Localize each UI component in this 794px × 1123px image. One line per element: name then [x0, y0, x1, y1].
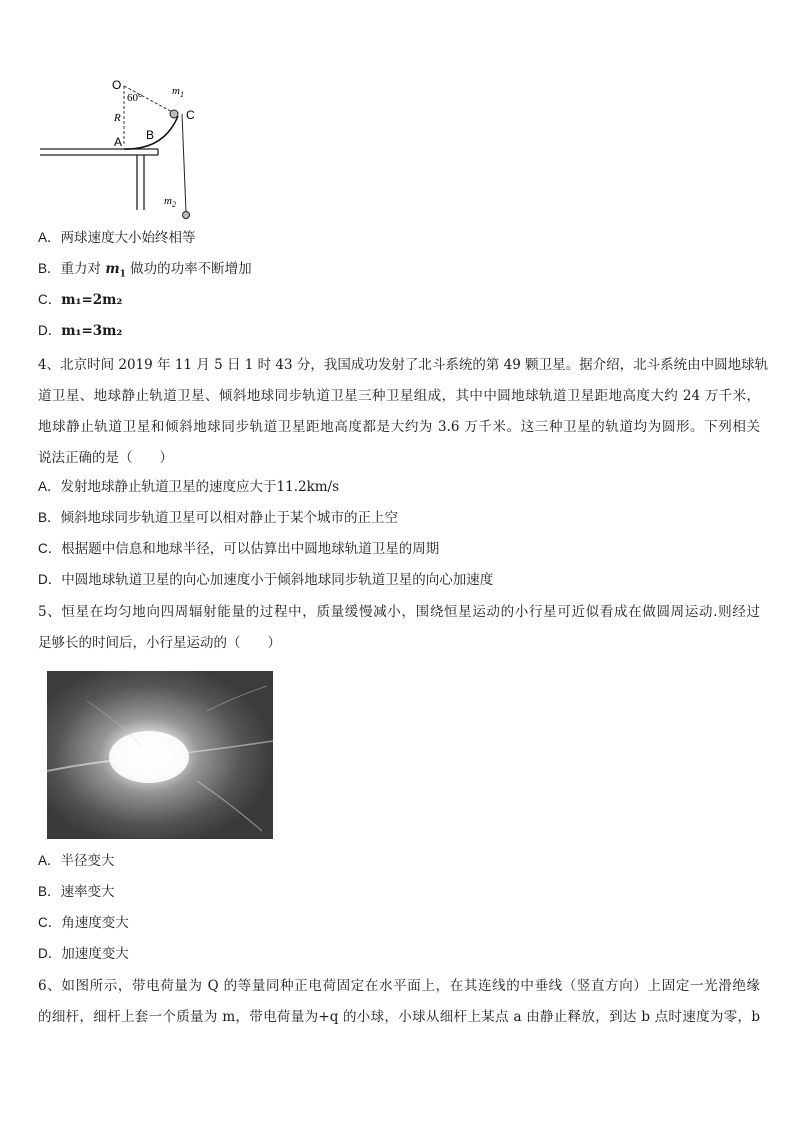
q4-option-b-text: 倾斜地球同步轨道卫星可以相对静止于某个城市的正上空 [60, 510, 399, 526]
star-photo [47, 671, 273, 839]
label-c: C [186, 108, 195, 122]
q3-option-a-text: 两球速度大小始终相等 [60, 230, 196, 246]
label-angle: 60° [127, 92, 143, 104]
string-to-m2 [182, 114, 186, 212]
q5-option-c-text: 角速度变大 [61, 915, 129, 931]
q4-option-a-text: 发射地球静止轨道卫星的速度应大于11.2km/s [60, 479, 340, 495]
q5-stem-line-1: 5、恒星在均匀地向四周辐射能量的过程中，质量缓慢减小，围绕恒星运动的小行星可近似看成在做圆周运动.则经过 [38, 604, 760, 620]
q4-option-b [38, 508, 398, 528]
q4-option-d [38, 570, 493, 590]
q3-option-c-text: m₁=2m₂ [61, 292, 123, 308]
q3-option-d-letter: D． [38, 323, 62, 338]
q5-stem-line-2: 足够长的时间后，小行星运动的（ ） [38, 635, 281, 651]
q5-option-b [38, 882, 115, 902]
q5-option-d-letter: D． [38, 946, 62, 961]
label-m1: $m_1$ [172, 85, 184, 99]
q5-option-a-text: 半径变大 [60, 853, 115, 869]
q4-option-c-letter: C． [38, 541, 62, 556]
q5-option-c [38, 913, 129, 933]
q4-option-c-text: 根据题中信息和地球半径，可以估算出中圆地球轨道卫星的周期 [61, 541, 440, 557]
q5-option-d [38, 944, 129, 964]
q3-option-a-letter: A． [38, 230, 61, 245]
q3-option-c [38, 290, 122, 310]
q4-option-d-text: 中圆地球轨道卫星的向心加速度小于倾斜地球同步轨道卫星的向心加速度 [61, 572, 494, 588]
q5-option-a [38, 851, 115, 871]
q4-option-d-letter: D． [38, 572, 62, 587]
q4-stem-line-4: 说法正确的是（ ） [38, 450, 173, 466]
q5-option-d-text: 加速度变大 [61, 946, 129, 962]
q3-option-a [38, 228, 196, 248]
label-o: O [112, 78, 122, 92]
label-r: R [114, 112, 121, 124]
q4-stem-line-1: 4、北京时间 2019 年 11 月 5 日 1 时 43 分，我国成功发射了北斗系统的第 49 颗卫星。据介绍，北斗系统由中圆地球轨 [38, 357, 769, 373]
q3-option-b-pre: 重力对 [60, 261, 106, 277]
q5-option-b-letter: B． [38, 884, 61, 899]
q6-stem [38, 971, 760, 1033]
q4-stem-line-3: 地球静止轨道卫星和倾斜地球同步轨道卫星距地高度都是大约为 3.6 万千米。这三种卫星的轨道均为圆形。下列相关 [38, 419, 760, 435]
pulley-track-figure [36, 74, 236, 224]
label-b: B [146, 128, 155, 142]
q4-option-b-letter: B． [38, 510, 61, 525]
q3-option-c-letter: C． [38, 292, 62, 307]
q5-stem [38, 597, 760, 659]
q4-stem [38, 350, 769, 474]
label-m2: $m_2$ [164, 195, 176, 209]
q3-option-d-text: m₁=3m₂ [61, 323, 123, 339]
q3-option-b-sub: 1 [119, 269, 126, 280]
q4-option-c [38, 539, 439, 559]
ball-m1 [170, 110, 178, 118]
q4-stem-line-2: 道卫星、地球静止轨道卫星、倾斜地球同步轨道卫星三种卫星组成，其中中圆地球轨道卫星距地高度大约 24 万千米， [38, 388, 760, 404]
ball-m2 [183, 212, 190, 219]
q4-option-a-letter: A． [38, 479, 61, 494]
q3-option-b-var: m [105, 261, 120, 277]
q6-stem-line-2: 的细杆，细杆上套一个质量为 m，带电荷量为+q 的小球，小球从细杆上某点 a 由静止释放，到达 b 点时速度为零，b [38, 1009, 760, 1025]
q6-stem-line-1: 6、如图所示，带电荷量为 Q 的等量同种正电荷固定在水平面上，在其连线的中垂线（竖直方向）上固定一光滑绝缘 [38, 978, 760, 994]
q3-option-b [38, 259, 252, 285]
q5-option-a-letter: A． [38, 853, 61, 868]
q5-option-c-letter: C． [38, 915, 62, 930]
q3-option-b-letter: B． [38, 261, 61, 276]
label-a: A [114, 135, 123, 149]
q3-option-d [38, 321, 122, 341]
q5-option-b-text: 速率变大 [60, 884, 115, 900]
q3-option-b-post: 做功的功率不断增加 [125, 261, 252, 277]
q4-option-a [38, 477, 339, 497]
